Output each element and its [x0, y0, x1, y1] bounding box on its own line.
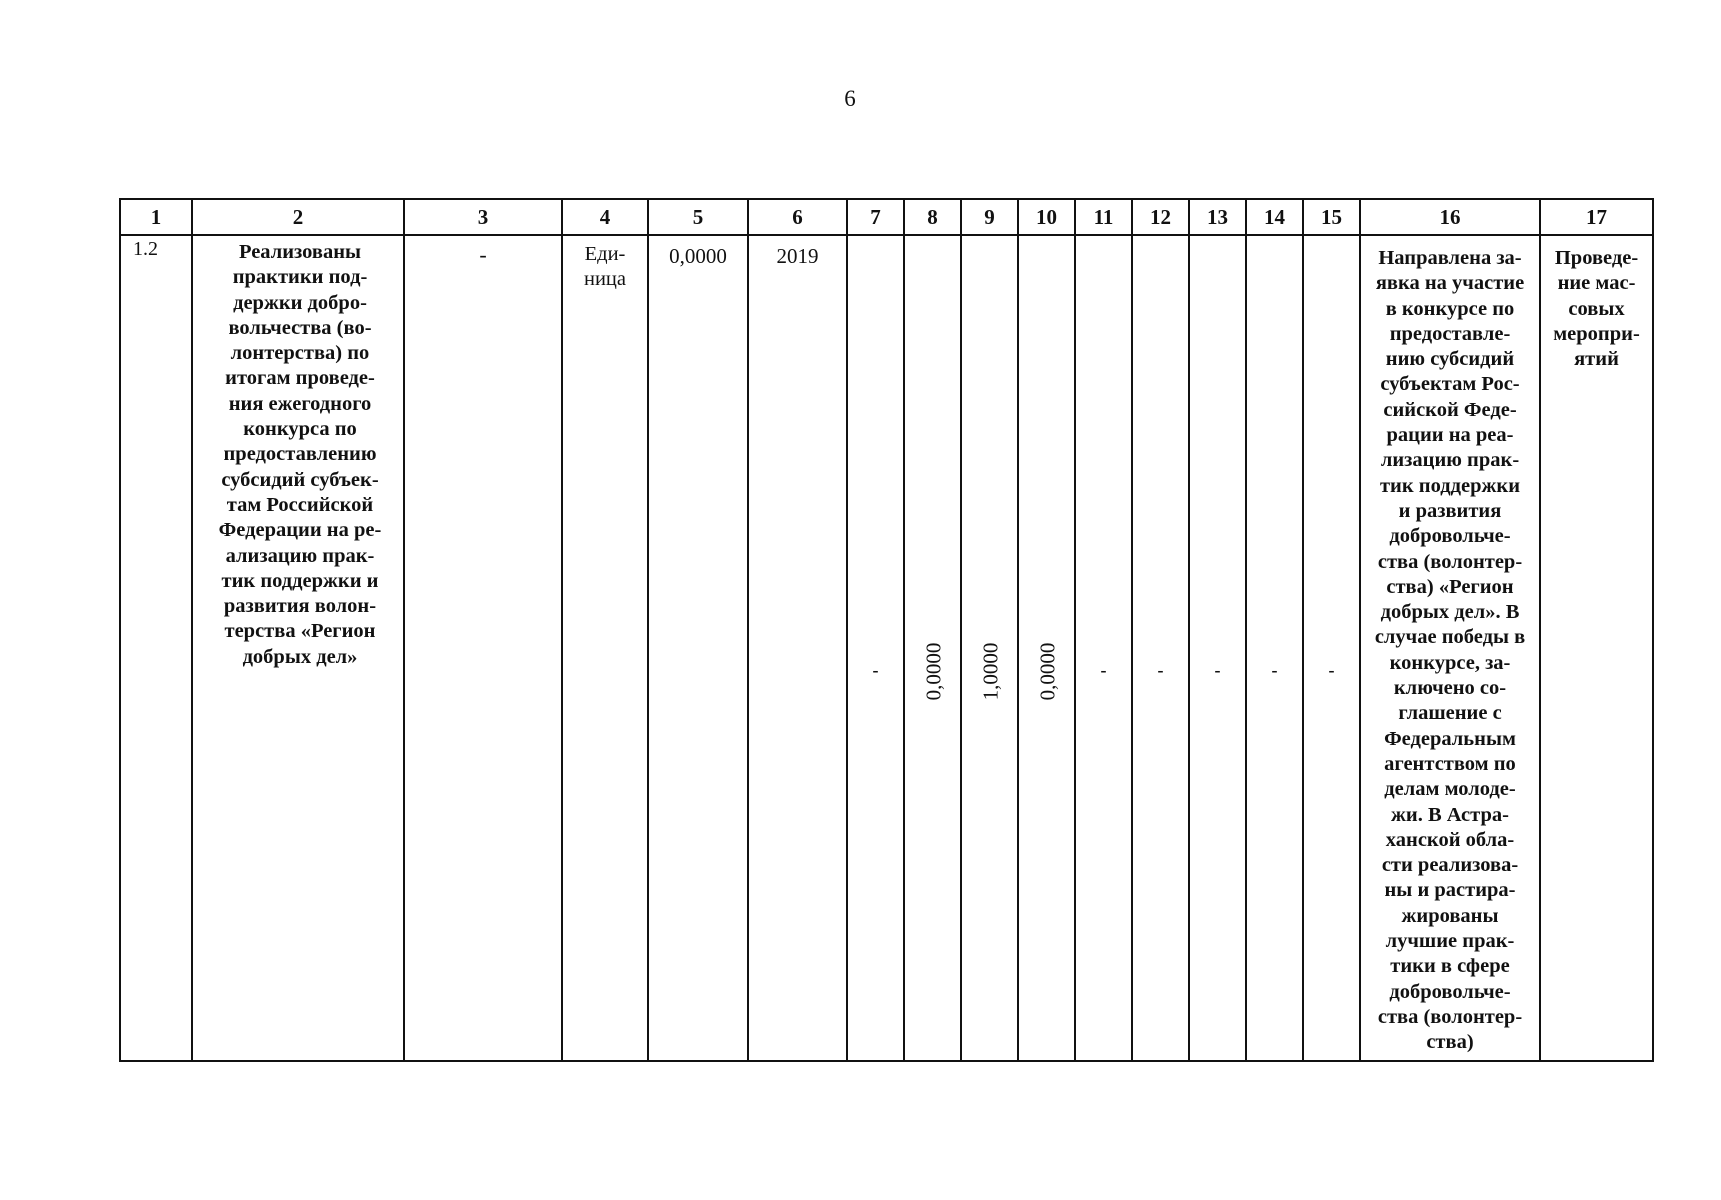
header-cell: 12	[1132, 199, 1189, 235]
unit-cell	[562, 235, 648, 1061]
header-cell: 3	[404, 199, 562, 235]
col15-value: -	[1328, 659, 1335, 680]
result-description-cell	[1360, 235, 1540, 1061]
col14-cell	[1246, 235, 1303, 1061]
col9-value: 1,0000	[978, 642, 1003, 700]
base-value-cell	[648, 235, 748, 1061]
col7-value: -	[872, 659, 879, 680]
header-cell: 5	[648, 199, 748, 235]
result-description: Направлена за- явка на участие в конкурсе по предоставле- нию субсидий субъектам Рос- сийской Феде- рации на реа- лизацию прак- тик поддержки и развития добровольче- ства (волонтер- ства) «Регион добрых дел». В случае победы в конкурсе, за- ключено со- глашение с Федеральным агентством по делам молоде- жи. В Астра- ханской обла- сти реализова- ны и растира- жированы лучшие прак- тики в сфере добровольче- ства (волонтер- ства)	[1374, 247, 1526, 1054]
row-number-cell	[120, 235, 192, 1061]
header-cell: 1	[120, 199, 192, 235]
header-cell: 10	[1018, 199, 1075, 235]
col14-value: -	[1271, 659, 1278, 680]
col11-value: -	[1100, 659, 1107, 680]
header-cell: 17	[1540, 199, 1653, 235]
header-cell: 6	[748, 199, 847, 235]
col10-value: 0,0000	[1035, 642, 1060, 700]
col9-cell	[961, 235, 1018, 1061]
header-cell: 4	[562, 199, 648, 235]
header-cell: 13	[1189, 199, 1246, 235]
col8-cell	[904, 235, 961, 1061]
header-cell: 9	[961, 199, 1018, 235]
indicator-name-cell	[192, 235, 404, 1061]
col15-cell	[1303, 235, 1360, 1061]
year-cell	[748, 235, 847, 1061]
header-cell: 2	[192, 199, 404, 235]
col10-cell	[1018, 235, 1075, 1061]
year-value: 2019	[776, 244, 819, 268]
col3-cell	[404, 235, 562, 1061]
page-number: 6	[844, 86, 856, 111]
row-number: 1.2	[133, 238, 158, 260]
col12-cell	[1132, 235, 1189, 1061]
col13-value: -	[1214, 659, 1221, 680]
col8-value: 0,0000	[921, 642, 946, 700]
col7-cell	[847, 235, 904, 1061]
base-value: 0,0000	[669, 244, 727, 268]
header-cell: 11	[1075, 199, 1132, 235]
header-cell: 14	[1246, 199, 1303, 235]
col11-cell	[1075, 235, 1132, 1061]
unit-value: Еди- ница	[583, 243, 626, 291]
header-cell: 15	[1303, 199, 1360, 235]
measures-cell	[1540, 235, 1653, 1061]
col12-value: -	[1157, 659, 1164, 680]
col13-cell	[1189, 235, 1246, 1061]
header-cell: 7	[847, 199, 904, 235]
indicator-name: Реализованы практики под- держки добро- вольчества (во- лонтерства) по итогам проведе- ния ежегодного конкурса по предоставлению субсидий субъек- там Российской Федерации на ре- ализацию прак- тик поддержки и развития волон- терства «Регион добрых дел»	[218, 241, 382, 668]
table-header-row	[120, 199, 1653, 235]
report-table	[119, 198, 1654, 1062]
col3-value: -	[479, 242, 487, 267]
measures-text: Проведе- ние мас- совых меропри- ятий	[1553, 247, 1640, 371]
header-cell: 8	[904, 199, 961, 235]
table-row	[120, 235, 1653, 1061]
header-cell: 16	[1360, 199, 1540, 235]
